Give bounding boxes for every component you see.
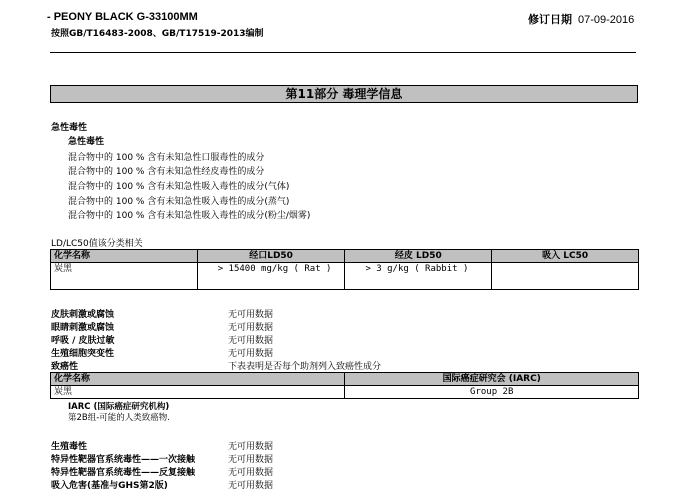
standard-reference: 按照GB/T16483-2008、GB/T17519-2013编制 bbox=[51, 29, 264, 39]
column-header: 国际癌症研究会 (IARC) bbox=[345, 373, 639, 386]
property-label: 特异性靶器官系统毒性——反复接触 bbox=[51, 468, 196, 478]
acute-line: 混合物中的 100 % 含有未知急性吸入毒性的成分(气体) bbox=[68, 182, 290, 192]
acute-toxicity-subheading: 急性毒性 bbox=[68, 137, 105, 147]
property-label: 生殖毒性 bbox=[51, 442, 88, 452]
property-value: 无可用数据 bbox=[228, 349, 274, 359]
property-label: 特异性靶器官系统毒性——一次接触 bbox=[51, 455, 196, 465]
property-value: 无可用数据 bbox=[228, 336, 274, 346]
property-label: 吸入危害(基准与GHS第2版) bbox=[51, 481, 168, 491]
acute-toxicity-heading: 急性毒性 bbox=[51, 123, 88, 133]
table-cell: 炭黑 bbox=[51, 263, 198, 290]
product-name: - PEONY BLACK G-33100MM bbox=[47, 11, 198, 23]
table-row bbox=[51, 386, 639, 399]
property-value: 无可用数据 bbox=[228, 442, 274, 452]
iarc-note-text: 第2B组-可能的人类致癌物. bbox=[68, 413, 171, 423]
acute-line: 混合物中的 100 % 含有未知急性口服毒性的成分 bbox=[68, 153, 265, 163]
property-label: 呼吸 / 皮肤过敏 bbox=[51, 336, 115, 346]
property-value: 下表表明是否每个助剂列入致癌性成分 bbox=[228, 362, 382, 372]
revision-date-block bbox=[528, 11, 634, 27]
table-cell: > 15400 mg/kg ( Rat ) bbox=[197, 263, 345, 290]
table-cell: > 3 g/kg ( Rabbit ) bbox=[345, 263, 492, 290]
column-header: 经皮 LD50 bbox=[345, 250, 492, 263]
property-label: 皮肤刺激或腐蚀 bbox=[51, 310, 115, 320]
property-value: 无可用数据 bbox=[228, 310, 274, 320]
property-value: 无可用数据 bbox=[228, 323, 274, 333]
table-header-row bbox=[51, 250, 639, 263]
property-value: 无可用数据 bbox=[228, 468, 274, 478]
revision-date-label: 修订日期 bbox=[528, 13, 572, 26]
property-label: 致癌性 bbox=[51, 362, 79, 372]
property-value: 无可用数据 bbox=[228, 455, 274, 465]
column-header: 化学名称 bbox=[51, 373, 345, 386]
acute-line: 混合物中的 100 % 含有未知急性吸入毒性的成分(粉尘/烟雾) bbox=[68, 211, 311, 221]
property-label: 生殖细胞突变性 bbox=[51, 349, 115, 359]
carcinogenicity-table bbox=[50, 372, 639, 399]
iarc-note-title: IARC (国际癌症研究机构) bbox=[68, 402, 170, 412]
header-divider bbox=[50, 52, 636, 53]
column-header: 吸入 LC50 bbox=[492, 250, 639, 263]
property-label: 眼睛刺激或腐蚀 bbox=[51, 323, 115, 333]
acute-line: 混合物中的 100 % 含有未知急性吸入毒性的成分(蒸气) bbox=[68, 197, 290, 207]
table-cell: Group 2B bbox=[345, 386, 639, 399]
column-header: 化学名称 bbox=[51, 250, 198, 263]
table-header-row bbox=[51, 373, 639, 386]
acute-line: 混合物中的 100 % 含有未知急性经皮毒性的成分 bbox=[68, 167, 265, 177]
column-header: 经口LD50 bbox=[197, 250, 345, 263]
table-cell bbox=[492, 263, 639, 290]
section-title: 第11部分 毒理学信息 bbox=[50, 85, 638, 103]
property-value: 无可用数据 bbox=[228, 481, 274, 491]
revision-date-value: 07-09-2016 bbox=[578, 14, 635, 26]
ld-table-caption: LD/LC50值该分类相关 bbox=[51, 239, 143, 249]
table-row bbox=[51, 263, 639, 290]
ld50-table bbox=[50, 249, 639, 290]
table-cell: 炭黑 bbox=[51, 386, 345, 399]
